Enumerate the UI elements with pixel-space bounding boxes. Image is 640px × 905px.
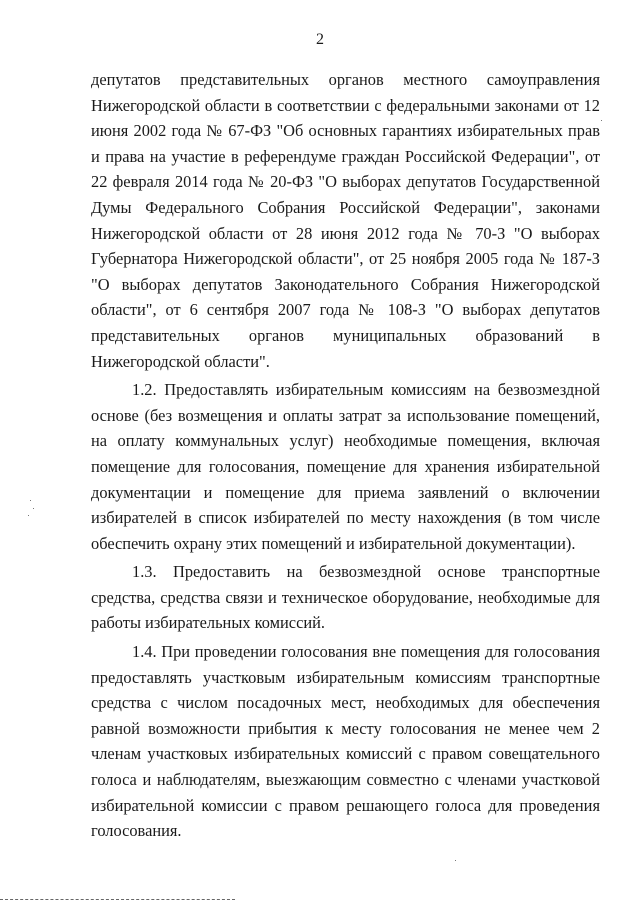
scan-speck (455, 860, 456, 861)
scan-speck (28, 515, 29, 516)
scan-edge-line (0, 899, 235, 900)
paragraph-1-3: 1.3. Предоставить на безвозмездной основе транспортные средства, средства связи и техническое оборудование, необходимые для работы избирательных комиссий. (91, 562, 600, 633)
document-body (91, 67, 600, 844)
scan-speck (33, 508, 34, 509)
scan-speck (601, 120, 602, 121)
scan-speck (30, 500, 31, 501)
paragraph-1-4: 1.4. При проведении голосования вне помещения для голосования предоставлять участковым избирательным комиссиям транспортные средства с числом посадочных мест, необходимых для обеспечения равной возможности прибытия к месту голосования не менее чем 2 членам участковых избирательных комиссий с правом совещательного голоса и наблюдателям, выезжающим совместно с членами участковой избирательной комиссии с правом решающего голоса для проведения голосования. (91, 642, 600, 841)
paragraph-continuation: депутатов представительных органов местного самоуправления Нижегородской области в соответствии с федеральными законами от 12 июня 2002 года № 67-ФЗ "Об основных гарантиях избирательных прав и права на участие в референдуме граждан Российской Федерации", от 22 февраля 2014 года № 20-ФЗ "О выборах депутатов Государственной Думы Федерального Собрания Российской Федерации", законами Нижегородской области от 28 июня 2012 года № 70-З "О выборах Губернатора Нижегородской области", от 25 ноября 2005 года № 187-З "О выборах депутатов Законодательного Собрания Нижегородской области", от 6 сентября 2007 года № 108-З "О выборах депутатов представительных органов муниципальных образований в Нижегородской области". (91, 70, 600, 371)
page-number: 2 (316, 31, 324, 48)
paragraph-1-2: 1.2. Предоставлять избирательным комиссиям на безвозмездной основе (без возмещения и оплаты затрат за использование помещений, на оплату коммунальных услуг) необходимые помещения, включая помещение для голосования, помещение для хранения избирательной документации и помещение для приема заявлений о включении избирателей в список избирателей по месту нахождения (в том числе обеспечить охрану этих помещений и избирательной документации). (91, 380, 600, 553)
